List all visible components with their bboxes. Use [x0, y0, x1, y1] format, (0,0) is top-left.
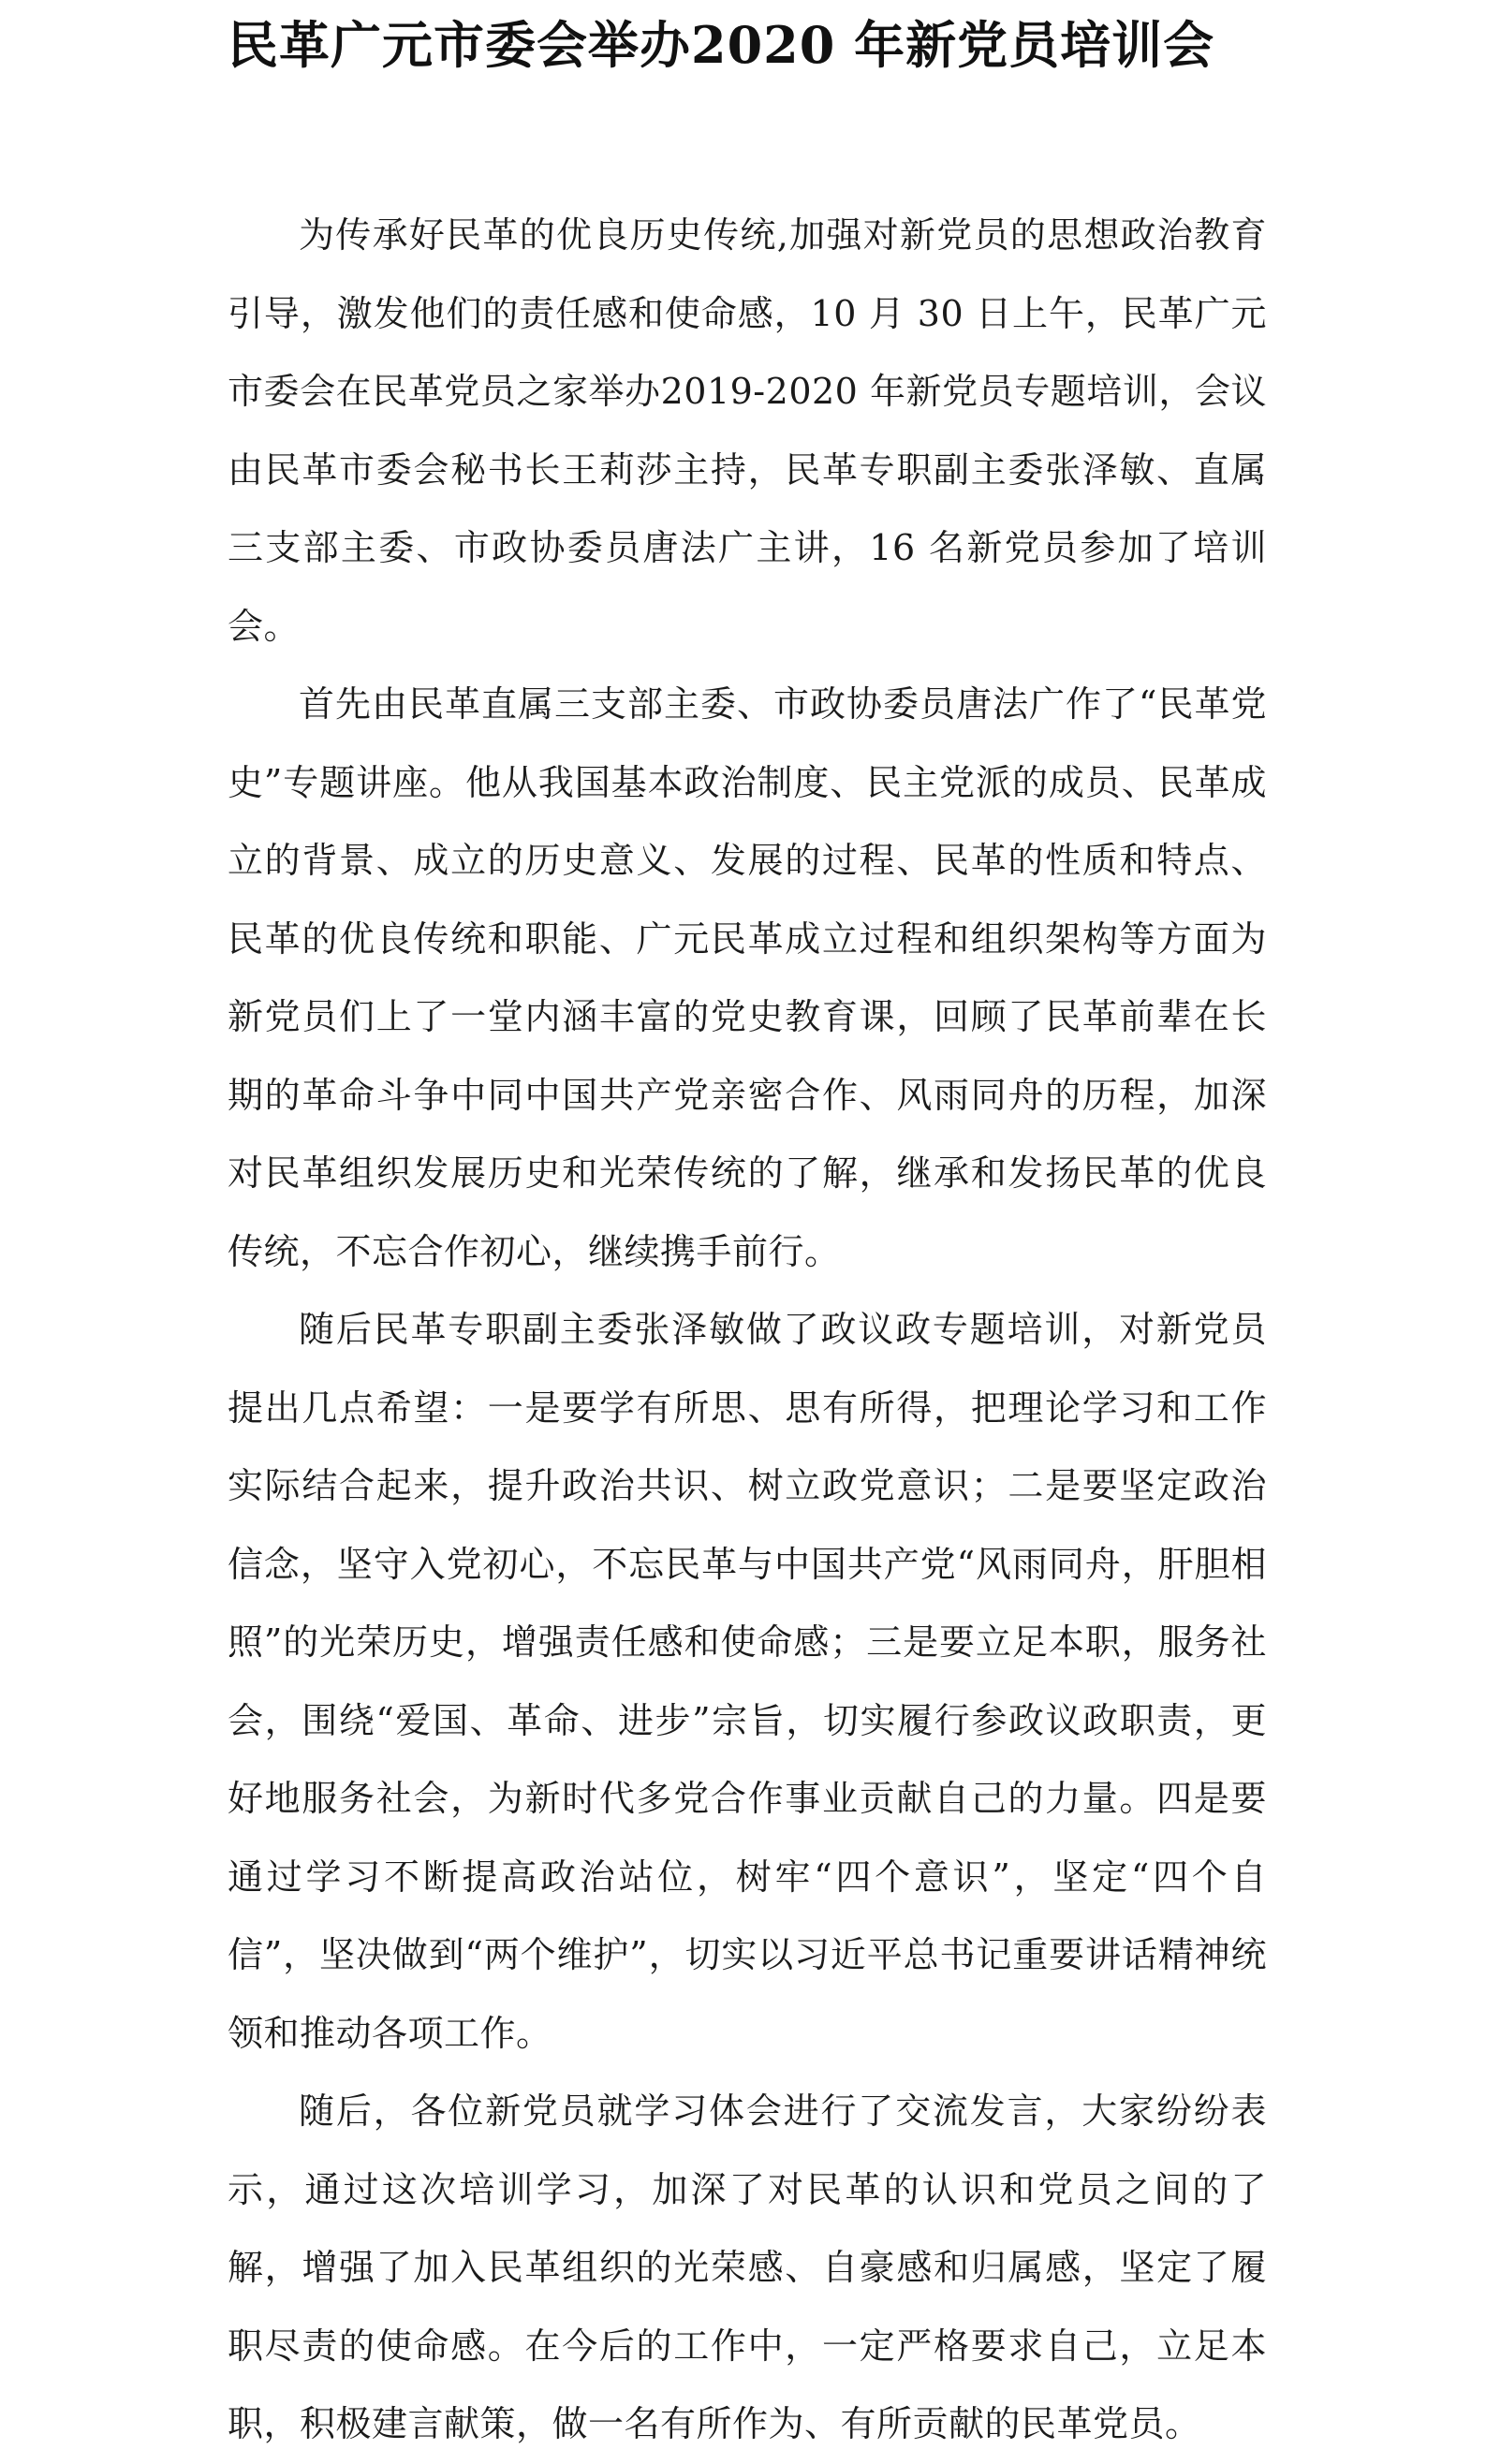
paragraph-intro: 为传承好民革的优良历史传统,加强对新党员的思想政治教育引导，激发他们的责任感和使命感，10 月 30 日上午，民革广元市委会在民革党员之家举办2019-2020 年新党员专题培训，会议由民革市委会秘书长王莉莎主持，民革专职副主委张泽敏、直属三支部主委、市政协委员唐法广主讲，16 名新党员参加了培训会。: [228, 214, 1267, 647]
paragraph-training: 随后民革专职副主委张泽敏做了政议政专题培训，对新党员提出几点希望：一是要学有所思、思有所得，把理论学习和工作实际结合起来，提升政治共识、树立政党意识；二是要坚定政治信念，坚守入党初心，不忘民革与中国共产党“风雨同舟，肝胆相照”的光荣历史，增强责任感和使命感；三是要立足本职，服务社会，围绕“爱国、革命、进步”宗旨，切实履行参政议政职责，更好地服务社会，为新时代多党合作事业贡献自己的力量。四是要通过学习不断提高政治站位，树牢“四个意识”，坚定“四个自信”，坚决做到“两个维护”，切实以习近平总书记重要讲话精神统领和推动各项工作。: [228, 1309, 1267, 2054]
article-title: 民革广元市委会举办2020 年新党员培训会: [228, 15, 1215, 75]
paragraph-lecture: 首先由民革直属三支部主委、市政协委员唐法广作了“民革党史”专题讲座。他从我国基本政治制度、民主党派的成员、民革成立的背景、成立的历史意义、发展的过程、民革的性质和特点、民革的优良传统和职能、广元民革成立过程和组织架构等方面为新党员们上了一堂内涵丰富的党史教育课，回顾了民革前辈在长期的革命斗争中同中国共产党亲密合作、风雨同舟的历程，加深对民革组织发展历史和光荣传统的了解，继承和发扬民革的优良传统，不忘合作初心，继续携手前行。: [228, 683, 1267, 1272]
paragraph-closing: 随后，各位新党员就学习体会进行了交流发言，大家纷纷表示，通过这次培训学习，加深了对民革的认识和党员之间的了解，增强了加入民革组织的光荣感、自豪感和归属感，坚定了履职尽责的使命感。在今后的工作中，一定严格要求自己，立足本职，积极建言献策，做一名有所作为、有所贡献的民革党员。: [228, 2090, 1267, 2444]
article-body: [228, 197, 1267, 2464]
